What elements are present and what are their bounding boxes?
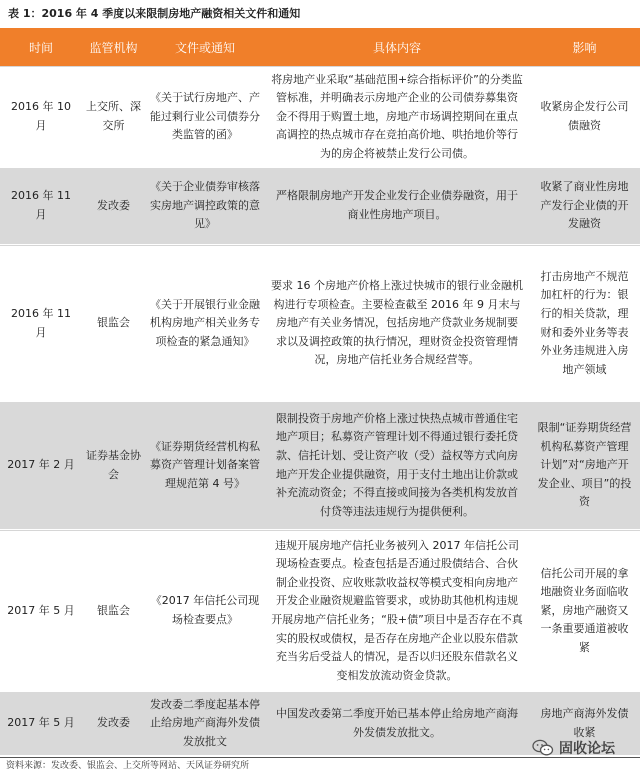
header-document: 文件或通知	[174, 40, 235, 55]
cell-document: 《关于开展银行业金融机构房地产相关业务专项检查的紧急通知》	[150, 297, 260, 348]
wechat-icon	[532, 739, 554, 757]
cell-content: 要求 16 个房地产价格上涨过快城市的银行业金融机构进行专项检查。主要检查截至 2016 年 9 月末与房地产有关业务情况，包括房地产贷款业务规制要求以及调控政策的执行情况，理财资金投资管理情况，房地产信托业务合规经营等。	[265, 246, 529, 401]
table-row	[0, 66, 640, 168]
table-row	[0, 168, 640, 245]
cell-time: 2016 年 11 月	[11, 306, 71, 339]
cell-effect: 限制“证券期货经营机构私募资产管理计划”对“房地产开发企业、项目”的投资	[529, 402, 640, 529]
cell-content: 违规开展房地产信托业务被列入 2017 年信托公司现场检查要点。检查包括是否通过股债结合、合伙制企业投资、应收账款收益权等模式变相向房地产开发企业融资规避监管要求，或协助其他机构违规开展房地产信托业务；“股+债”项目中是否存在不真实的股权或债权，是否存在房地产企业以股东借款充当劣后受益人的情况，是否以归还股东借款名义变相发放流动资金贷款。	[265, 531, 529, 691]
cell-effect: 打击房地产不规范加杠杆的行为：银行的相关贷款，理财和委外业务等表外业务违规进入房地产领域	[529, 246, 640, 401]
cell-time: 2017 年 2 月	[7, 458, 75, 472]
cell-effect: 信托公司开展的拿地融资业务面临收紧，房地产融资又一条重要通道被收紧	[529, 531, 640, 691]
watermark	[532, 738, 615, 758]
cell-agency: 发改委	[97, 198, 130, 212]
cell-document: 《证券期货经营机构私募资产管理计划备案管理规范第 4 号》	[150, 439, 260, 490]
header-time: 时间	[28, 40, 53, 55]
cell-document: 发改委二季度起基本停止给房地产商海外发债发放批文	[150, 697, 260, 748]
cell-document: 《2017 年信托公司现场检查要点》	[150, 594, 260, 626]
cell-time: 2016 年 10 月	[11, 100, 71, 132]
watermark-text: 固收论坛	[559, 741, 615, 757]
header-effect: 影响	[572, 40, 597, 55]
cell-content: 将房地产业采取“基础范围+综合指标评价”的分类监管标准，并明确表示房地产企业的公司债券募集资金不得用于购置土地，房地产市场调控期间在重点高调控的热点城市存在竞拍高价地、哄抬地价等行为的房企将被禁止发行公司债。	[265, 67, 529, 167]
table-row	[0, 245, 640, 402]
cell-content: 中国发改委第二季度开始已基本停止给房地产商海外发债发放批文。	[276, 706, 518, 739]
table-caption: 表 1：2016 年 4 季度以来限制房地产融资相关文件和通知	[8, 7, 301, 20]
cell-time: 2017 年 5 月	[7, 603, 75, 617]
cell-document: 《关于企业债券审核落实房地产调控政策的意见》	[150, 180, 260, 231]
cell-effect: 房地产商海外发债收紧	[529, 692, 640, 755]
source-note: 资料来源：发改委、银监会、上交所等网站、天风证券研究所	[6, 761, 250, 771]
header-content: 具体内容	[372, 40, 421, 55]
cell-effect: 收紧房企发行公司债融资	[529, 67, 640, 167]
cell-content: 严格限制房地产开发企业发行企业债券融资，用于商业性房地产项目。	[276, 189, 518, 221]
cell-document: 《关于试行房地产、产能过剩行业公司债券分类监管的函》	[150, 91, 260, 142]
cell-agency: 银监会	[97, 603, 130, 617]
cell-time: 2016 年 11 月	[11, 189, 71, 221]
cell-content: 限制投资于房地产价格上涨过快热点城市普通住宅地产项目；私募资产管理计划不得通过银行委托贷款、信托计划、受让资产收（受）益权等方式向房地产开发企业提供融资，用于支付土地出让价款或补充流动资金；不得直接或间接为各类机构发放首付贷等违法违规行为提供便利。	[276, 411, 518, 518]
table-header	[0, 28, 640, 66]
cell-time: 2017 年 5 月	[7, 716, 75, 730]
table-row	[0, 402, 640, 530]
cell-agency: 发改委	[97, 716, 130, 730]
cell-agency: 上交所、深交所	[86, 100, 141, 132]
table-row	[0, 530, 640, 692]
header-agency: 监管机构	[89, 40, 138, 55]
cell-agency: 银监会	[97, 316, 130, 330]
cell-agency: 证券基金协会	[86, 448, 141, 481]
cell-effect: 收紧了商业性房地产发行企业债的开发融资	[529, 168, 640, 244]
